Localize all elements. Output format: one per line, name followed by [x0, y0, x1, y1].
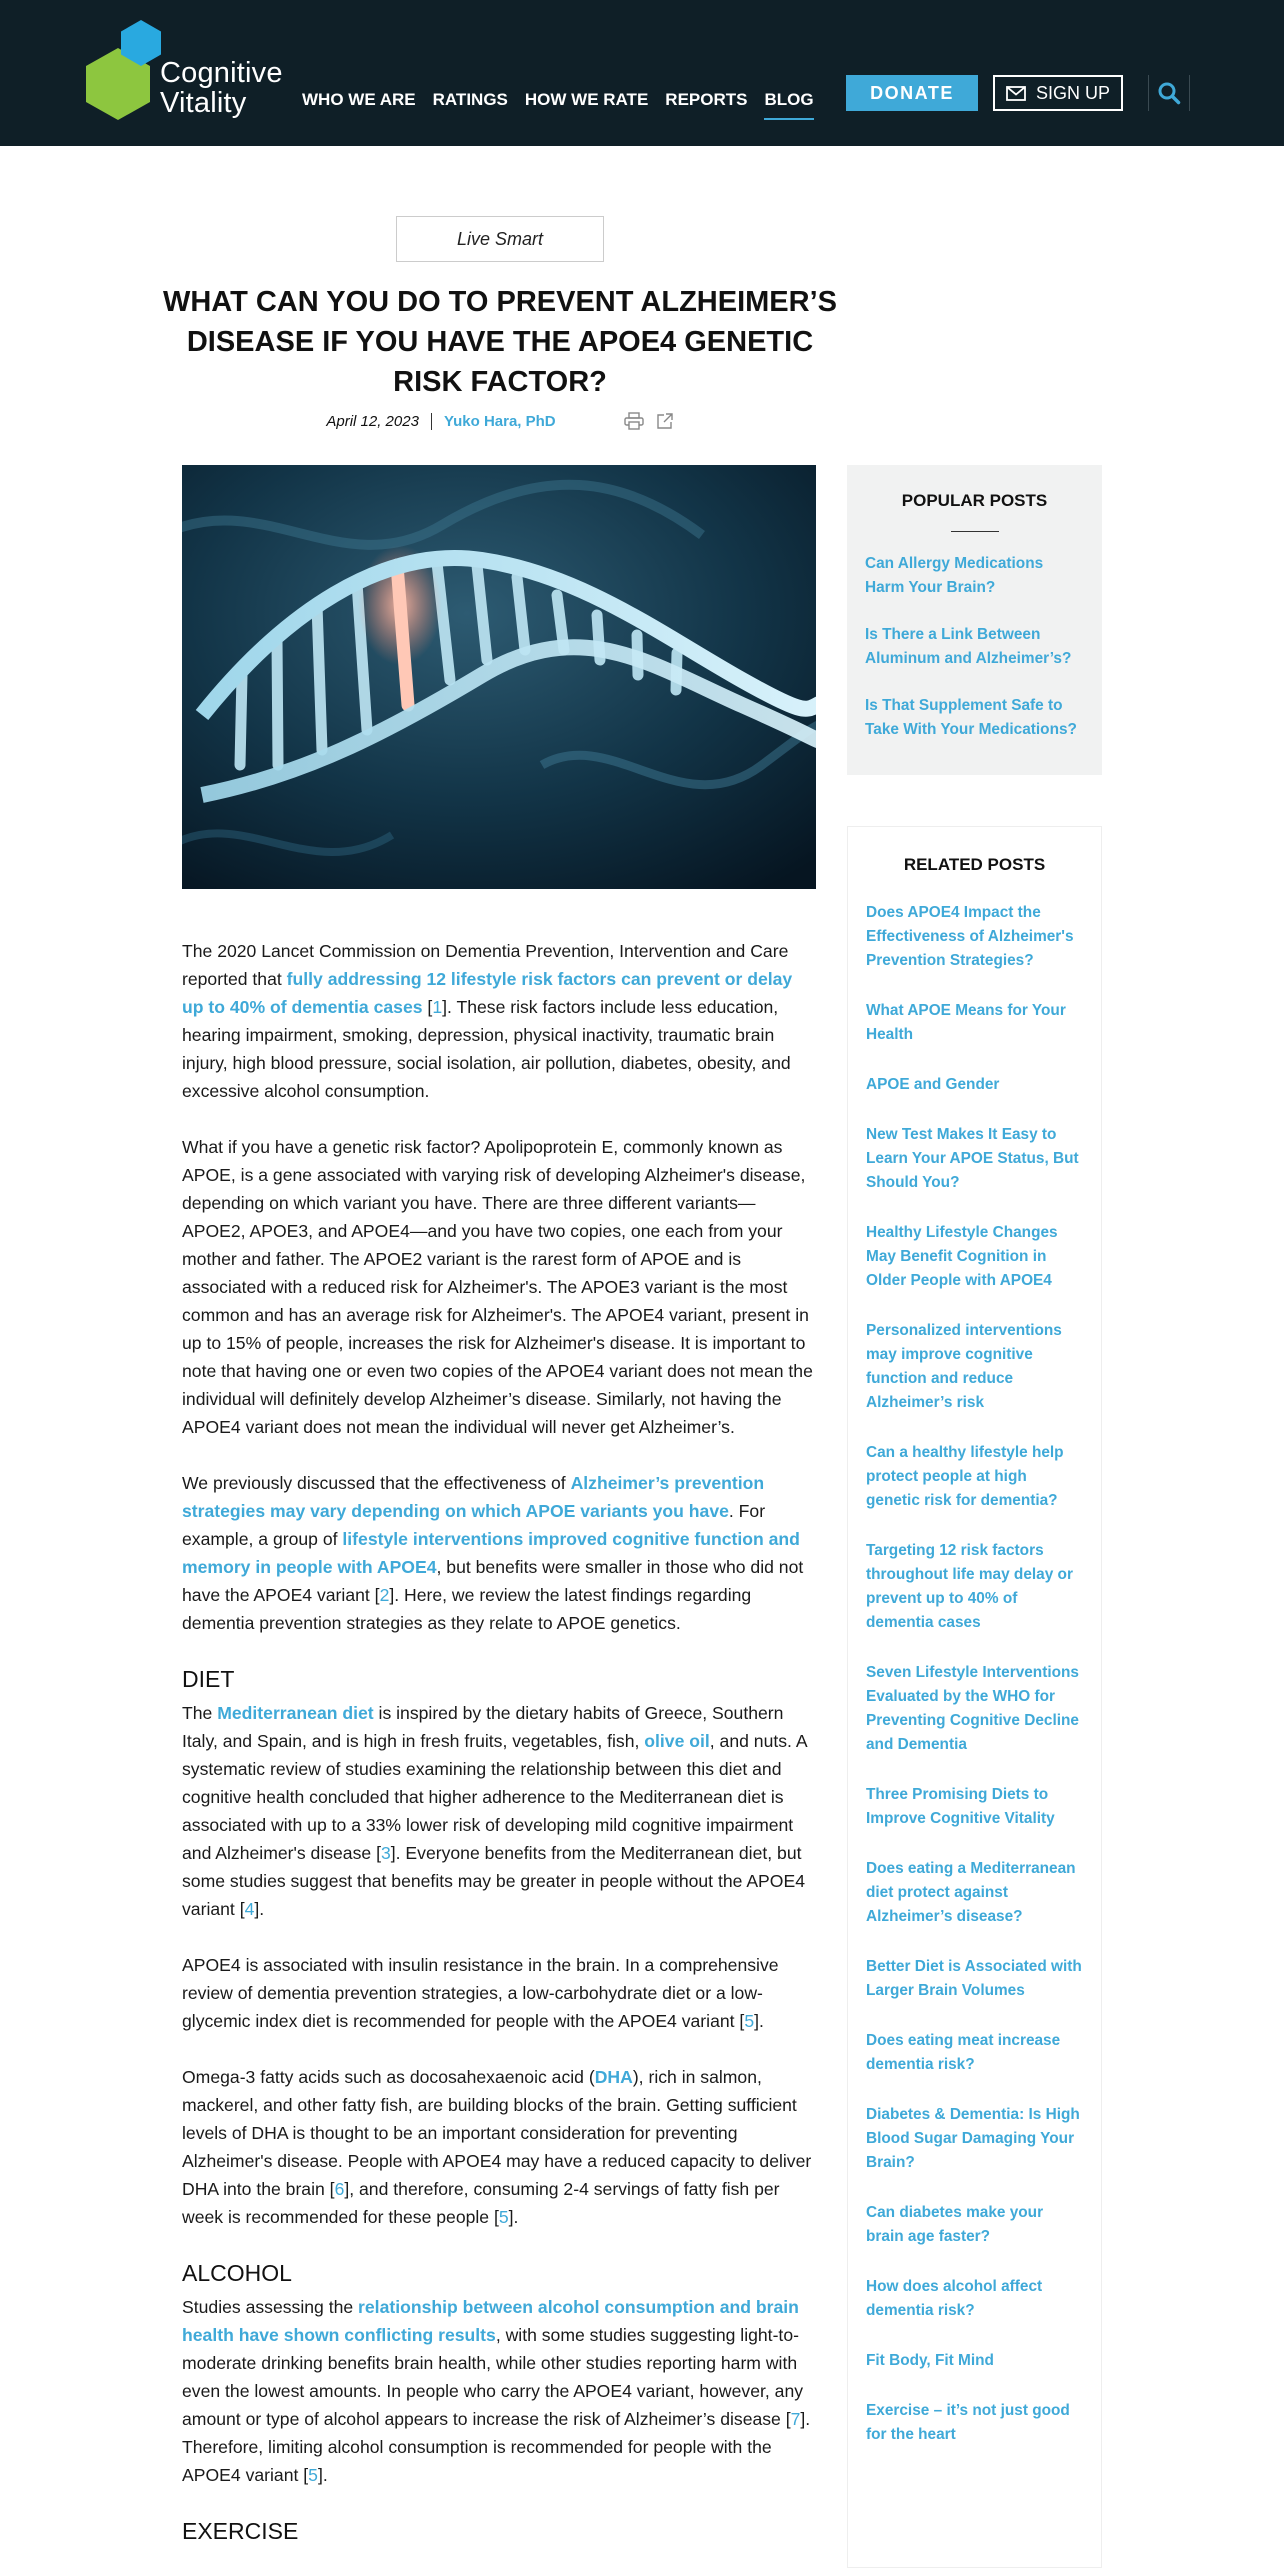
popular-post-link[interactable]: Is There a Link Between Aluminum and Alzheimer’s? [865, 626, 1072, 667]
link-dha[interactable]: DHA [594, 2067, 633, 2087]
text: . For example, a group of [182, 1501, 766, 1549]
text: ]. Everyone benefits from the Mediterranean diet, but some studies suggest that benefits may be greater in people without the APOE4 variant [ [182, 1843, 805, 1919]
heading-exercise: EXERCISE [182, 2518, 299, 2544]
text: ], and therefore, consuming 2-4 servings of fatty fish per week is recommended for these people [ [182, 2179, 780, 2227]
site-logo[interactable] [84, 18, 284, 122]
related-post-link[interactable]: Fit Body, Fit Mind [866, 2352, 994, 2369]
donate-button[interactable]: DONATE [846, 75, 978, 111]
post-meta [160, 412, 840, 430]
reference-link[interactable]: 1 [432, 997, 443, 1017]
related-post-link[interactable]: Healthy Lifestyle Changes May Benefit Cognition in Older People with APOE4 [866, 1224, 1058, 1289]
popular-post-link[interactable]: Is That Supplement Safe to Take With Your Medications? [865, 697, 1077, 738]
text: ), rich in salmon, mackerel, and other fatty fish, are building blocks of the brain. Getting sufficient levels of DHA is thought to be an important consideration for preventing Alzheimer's disease. People with APOE4 may have a reduced capacity to deliver DHA into the brain [ [182, 2067, 812, 2199]
link-mediterranean-diet[interactable]: Mediterranean diet [217, 1703, 374, 1723]
nav-how-we-rate[interactable]: HOW WE RATE [524, 90, 649, 109]
post-title: WHAT CAN YOU DO TO PREVENT ALZHEIMER’S DISEASE IF YOU HAVE THE APOE4 GENETIC RISK FACTOR? [162, 286, 837, 398]
post-author[interactable]: Yuko Hara, PhD [443, 412, 556, 430]
site-header [0, 0, 1284, 146]
logo-wordmark [160, 58, 283, 118]
print-icon[interactable] [624, 412, 644, 430]
link-lifestyle-interventions[interactable]: lifestyle interventions improved cognitive function and memory in people with APOE4 [182, 1529, 800, 1577]
link-lancet-risk-factors[interactable]: fully addressing 12 lifestyle risk factors can prevent or delay up to 40% of dementia cases [182, 969, 793, 1017]
nav-who-we-are[interactable]: WHO WE ARE [302, 90, 416, 109]
related-posts-title: RELATED POSTS [903, 855, 1046, 874]
logo-line-1: Cognitive [160, 57, 283, 89]
post-date: April 12, 2023 [326, 413, 432, 430]
main-nav [302, 90, 831, 120]
envelope-icon [1006, 86, 1026, 101]
text: ]. [254, 1899, 265, 1919]
related-post-link[interactable]: What APOE Means for Your Health [866, 1002, 1066, 1043]
heading-diet: DIET [182, 1666, 235, 1692]
paragraph-intro [182, 937, 816, 1105]
paragraph-apoe: What if you have a genetic risk factor? Apolipoprotein E, commonly known as APOE, is a gene associated with varying risk of developing Alzheimer's disease, depending on which variant you have. There are three different variants—APOE2, APOE3, and APOE4—and you have two copies, one each from your mother and father. The APOE2 variant is the rarest form of APOE and is associated with a reduced risk for Alzheimer's. The APOE3 variant is the most common and has an average risk for Alzheimer's. The APOE4 variant, present in up to 15% of people, increases the risk for Alzheimer's disease. It is important to note that having one or even two copies of the APOE4 variant does not mean the individual will definitely develop Alzheimer’s disease. Similarly, not having the APOE4 variant does not mean the individual will never get Alzheimer’s. [182, 1137, 813, 1437]
popular-post-link[interactable]: Can Allergy Medications Harm Your Brain? [865, 555, 1044, 596]
related-post-link[interactable]: Can diabetes make your brain age faster? [866, 2204, 1044, 2245]
signup-button[interactable] [993, 75, 1123, 111]
reference-link[interactable]: 5 [498, 2207, 509, 2227]
text: ]. Here, we review the latest findings regarding dementia prevention strategies as they relate to APOE genetics. [182, 1585, 752, 1633]
related-post-link[interactable]: Exercise – it’s not just good for the heart [866, 2402, 1070, 2443]
paragraph-insulin [182, 1951, 816, 2035]
related-post-link[interactable]: Can a healthy lifestyle help protect people at high genetic risk for dementia? [866, 1444, 1064, 1509]
text: Studies assessing the [182, 2297, 359, 2317]
share-icon[interactable] [656, 412, 674, 430]
search-button[interactable] [1148, 75, 1190, 111]
related-post-link[interactable]: New Test Makes It Easy to Learn Your APOE Status, But Should You? [866, 1126, 1079, 1191]
text: ]. [754, 2011, 764, 2031]
text: ]. [317, 2465, 328, 2485]
text: ]. [508, 2207, 519, 2227]
text: The 2020 Lancet Commission on Dementia Prevention, Intervention and Care reported that [182, 941, 789, 989]
text: , with some studies suggesting light-to-moderate drinking benefits brain health, while other studies reporting harm with even the lowest amounts. In people who carry the APOE4 variant, however, any amount or type of alcohol appears to increase the risk of Alzheimer’s disease [ [182, 2325, 804, 2429]
reference-link[interactable]: 2 [379, 1585, 390, 1605]
popular-posts-title: POPULAR POSTS [901, 491, 1048, 510]
text: Omega-3 fatty acids such as docosahexaenoic acid ( [182, 2067, 595, 2087]
related-posts-widget [847, 826, 1102, 2568]
paragraph-mediterranean [182, 1699, 816, 1923]
nav-ratings[interactable]: RATINGS [432, 90, 508, 109]
share-tools [624, 412, 674, 430]
text: , but benefits were smaller in those who did not have the APOE4 variant [ [182, 1557, 804, 1605]
logo-line-2: Vitality [160, 87, 247, 119]
search-icon [1157, 81, 1181, 105]
related-post-link[interactable]: Does eating a Mediterranean diet protect against Alzheimer’s disease? [866, 1860, 1076, 1925]
text: We previously discussed that the effectiveness of [182, 1473, 571, 1493]
reference-link[interactable]: 4 [244, 1899, 255, 1919]
related-post-link[interactable]: Does APOE4 Impact the Effectiveness of Alzheimer's Prevention Strategies? [866, 904, 1074, 969]
reference-link[interactable]: 6 [334, 2179, 345, 2199]
text: APOE4 is associated with insulin resistance in the brain. In a comprehensive review of dementia prevention strategies, a low-carbohydrate diet or a low-glycemic index diet is recommended for people with the APOE4 variant [ [182, 1955, 779, 2031]
text: is inspired by the dietary habits of Greece, Southern Italy, and Spain, and is high in fresh fruits, vegetables, fish, [182, 1703, 784, 1751]
reference-link[interactable]: 5 [744, 2011, 755, 2031]
popular-posts-widget [847, 465, 1102, 775]
text: [ [422, 997, 433, 1017]
related-post-link[interactable]: Diabetes & Dementia: Is High Blood Sugar Damaging Your Brain? [866, 2106, 1080, 2171]
related-post-link[interactable]: APOE and Gender [866, 1076, 1000, 1093]
related-post-link[interactable]: Personalized interventions may improve cognitive function and reduce Alzheimer’s risk [866, 1322, 1062, 1411]
text: The [182, 1703, 218, 1723]
text: ]. These risk factors include less education, hearing impairment, smoking, depression, physical inactivity, traumatic brain injury, high blood pressure, social isolation, air pollution, diabetes, obesity, and excessive alcohol consumption. [182, 997, 791, 1101]
related-post-link[interactable]: Does eating meat increase dementia risk? [866, 2032, 1061, 2073]
related-post-link[interactable]: How does alcohol affect dementia risk? [866, 2278, 1043, 2319]
link-olive-oil[interactable]: olive oil [644, 1731, 710, 1751]
link-prevention-strategies[interactable]: Alzheimer’s prevention strategies may vary depending on which APOE variants you have [182, 1473, 765, 1521]
related-post-link[interactable]: Better Diet is Associated with Larger Brain Volumes [866, 1958, 1082, 1999]
text: , and nuts. A systematic review of studies examining the relationship between this diet and cognitive health concluded that higher adherence to the Mediterranean diet is associated with up to a 33% lower risk of developing mild cognitive impairment and Alzheimer's disease [ [182, 1731, 807, 1863]
signup-label: SIGN UP [1035, 82, 1110, 103]
related-post-link[interactable]: Targeting 12 risk factors throughout life may delay or prevent up to 40% of dementia cases [866, 1542, 1073, 1631]
hexagon-logo-icon [84, 18, 164, 122]
link-alcohol-brain-health[interactable]: relationship between alcohol consumption and brain health have shown conflicting results [182, 2297, 799, 2345]
related-post-link[interactable]: Seven Lifestyle Interventions Evaluated by the WHO for Preventing Cognitive Decline and Dementia [866, 1664, 1079, 1753]
divider [951, 531, 999, 532]
nav-blog[interactable]: BLOG [764, 90, 813, 120]
category-tag[interactable]: Live Smart [396, 216, 604, 262]
paragraph-alcohol [182, 2293, 816, 2489]
article-body [182, 937, 816, 2551]
paragraph-previously [182, 1469, 816, 1637]
dna-helix-image [182, 465, 816, 889]
paragraph-omega3 [182, 2063, 816, 2231]
text: ]. Therefore, limiting alcohol consumption is recommended for people with the APOE4 variant [ [182, 2409, 811, 2485]
reference-link[interactable]: 5 [308, 2465, 318, 2485]
reference-link[interactable]: 3 [380, 1843, 391, 1863]
heading-alcohol: ALCOHOL [182, 2260, 292, 2286]
nav-reports[interactable]: REPORTS [665, 90, 748, 109]
related-post-link[interactable]: Three Promising Diets to Improve Cognitive Vitality [866, 1786, 1055, 1827]
reference-link[interactable]: 7 [790, 2409, 801, 2429]
